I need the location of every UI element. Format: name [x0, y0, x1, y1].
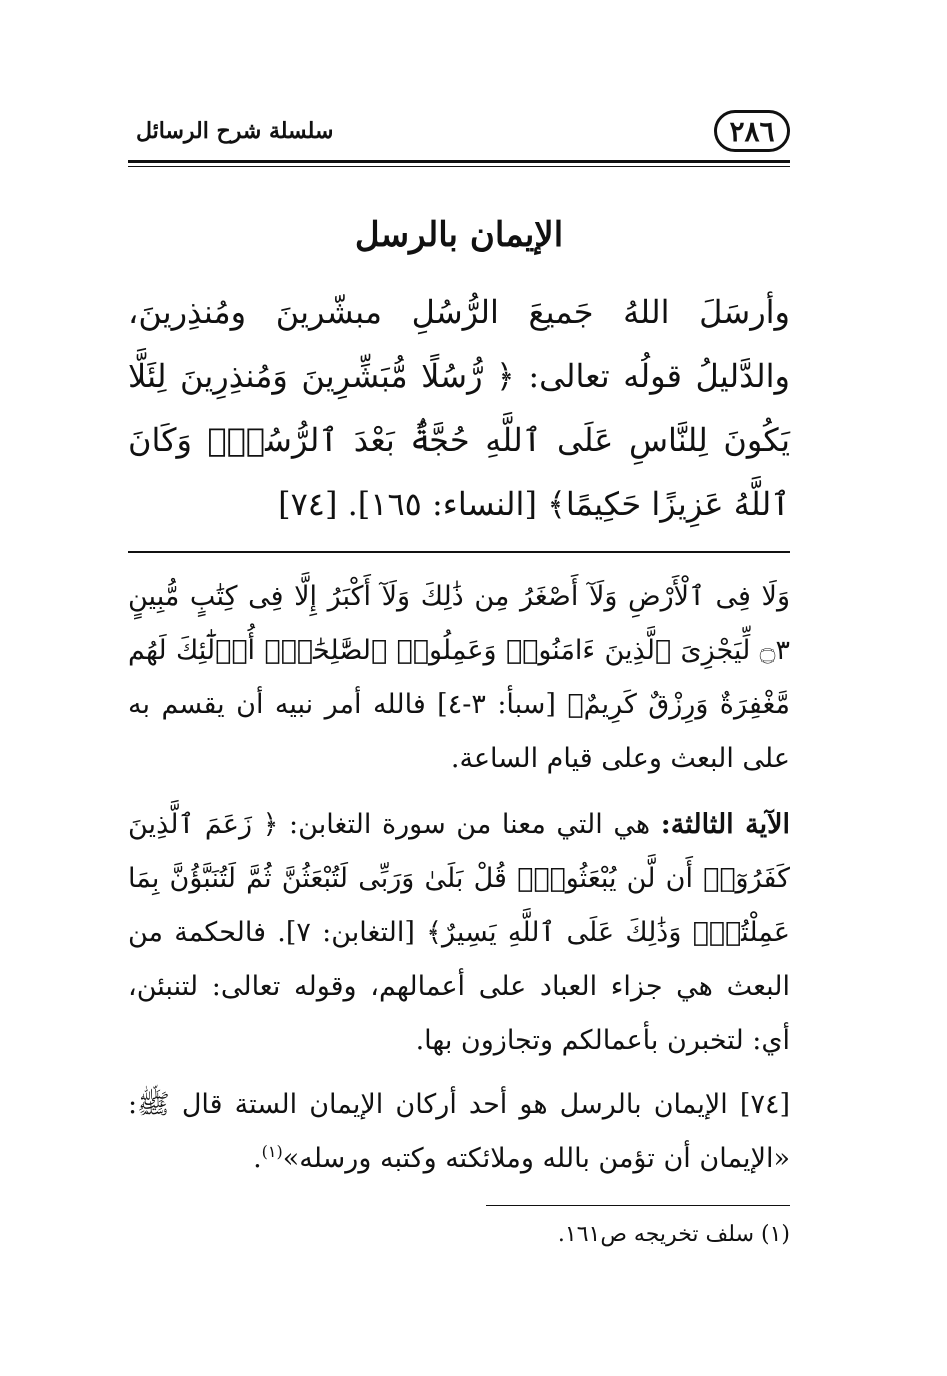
commentary-paragraph-3 [128, 1078, 790, 1198]
commentary-paragraph-3-text: [٧٤] الإيمان بالرسل هو أحد أركان الإيمان الستة قال ﷺ: «الإيمان أن تؤمن بالله وملائكته وكتبه ورسله» [128, 1089, 790, 1174]
section-title: الإيمان بالرسل [354, 215, 564, 255]
main-paragraph: وأرسَلَ اللهُ جَميعَ الرُّسُلِ مبشّرينَ ومُنذِرينَ، والدَّليلُ قولُه تعالى: ﴿ رُّسُلًا مُّبَشِّرِينَ وَمُنذِرِينَ لِئَلَّا يَكُونَ لِلنَّاسِ عَلَى ٱللَّهِ حُجَّةٌۢ بَعْدَ ٱلرُّسُلِۚ وَكَانَ ٱللَّهُ عَزِيزًا حَكِيمًا﴾ [النساء: ١٦٥]. [٧٤] [128, 293, 790, 523]
footnote: (١) سلف تخريجه ص١٦١. [557, 1222, 790, 1247]
paragraph-end-mark: . [253, 1143, 262, 1174]
page-number: ٢٨٦ [714, 110, 790, 152]
verse-label: الآية الثالثة: [660, 809, 790, 840]
footnote-reference: (١) [261, 1142, 283, 1161]
series-title: سلسلة شرح الرسائل [136, 118, 334, 144]
text-divider [128, 551, 790, 553]
header-rule-thin [128, 166, 790, 167]
header-rule [128, 160, 790, 163]
commentary-paragraph-2 [128, 798, 790, 1068]
commentary-paragraph-2-text: هي التي معنا من سورة التغابن: ﴿ زَعَمَ ٱلَّذِينَ كَفَرُوٓا۟ أَن لَّن يُبْعَثُوا۟ۚ قُلْ بَلَىٰ وَرَبِّى لَتُبْعَثُنَّ ثُمَّ لَتُنَبَّؤُنَّ بِمَا عَمِلْتُمْۚ وَذَٰلِكَ عَلَى ٱللَّهِ يَسِيرٌ﴾ [التغابن: ٧]. فالحكمة من البعث هي جزاء العباد على أعمالهم، وقوله تعالى: لتنبئن، أي: لتخبرن بأعمالكم وتجازون بها. [128, 809, 790, 1056]
commentary-paragraph-1: وَلَا فِى ٱلْأَرْضِ وَلَآ أَصْغَرُ مِن ذَٰلِكَ وَلَآ أَكْبَرُ إِلَّا فِى كِتَٰبٍ مُّبِينٍ ۝٣ لِّيَجْزِىَ ٱلَّذِينَ ءَامَنُوا۟ وَعَمِلُوا۟ ٱلصَّٰلِحَٰتِۚ أُو۟لَٰٓئِكَ لَهُم مَّغْفِرَةٌ وَرِزْقٌ كَرِيمٌ﴾ [سبأ: ٣-٤] فالله أمر نبيه أن يقسم به على البعث وعلى قيام الساعة. [128, 581, 790, 774]
footnote-rule [486, 1205, 790, 1206]
page-header [128, 108, 790, 158]
